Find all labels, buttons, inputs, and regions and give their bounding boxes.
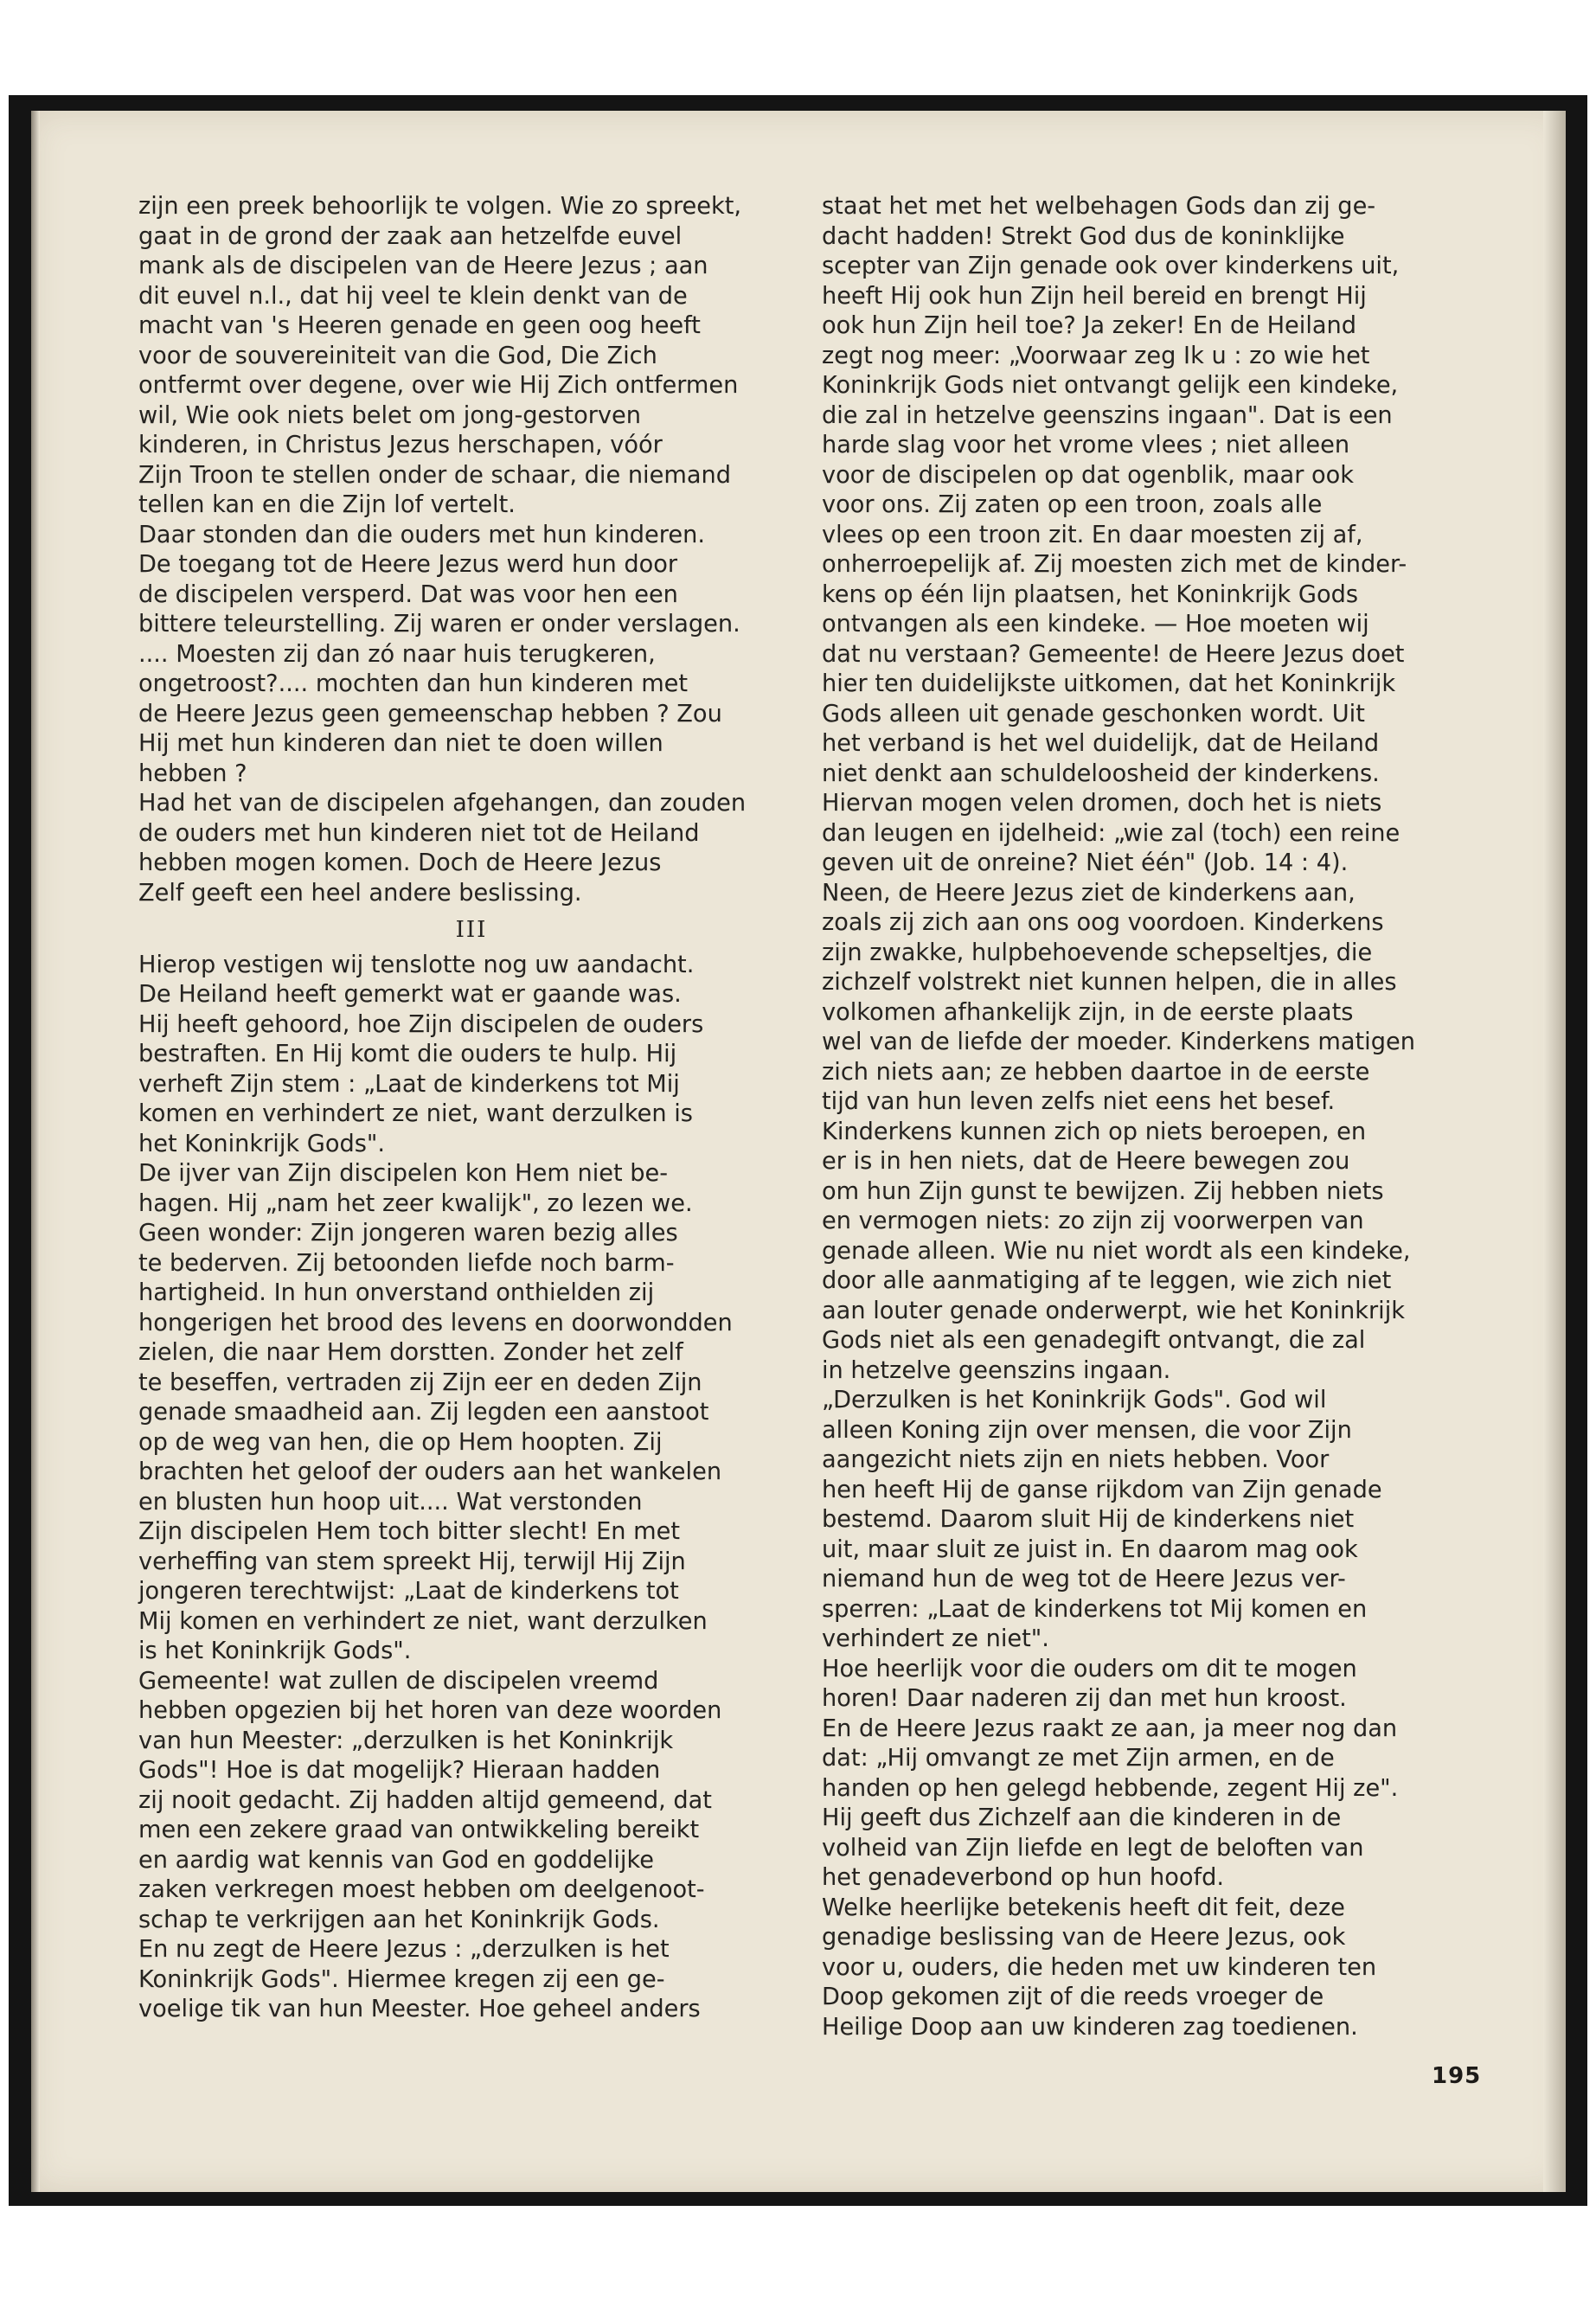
right-paragraph-3: „Derzulken is het Koninkrijk Gods". God wil alleen Koning zijn over mensen, die voor Zijn aangezicht niets zijn en niets hebben. Voor hen heeft Hij de ganse rijkdom van Zijn genade bestemd. Daarom sluit Hij de kinderkens niet uit, maar sluit ze juist in. En daarom mag ook niemand hun de weg tot de Heere Jezus ver- sperren: „Laat de kinderkens tot Mij komen en verhindert ze niet". [822,1387,1382,1652]
right-paragraph-4: Hoe heerlijk voor die ouders om dit te mogen horen! Daar naderen zij dan met hun kroost. En de Heere Jezus raakt ze aan, ja meer nog dan dat: „Hij omvangt ze met Zijn armen, en de handen op hen gelegd hebbende, zegent Hij ze". Hij geeft dus Zichzelf aan die kinderen in de volheid van Zijn liefde en legt de beloften van het genadeverbond op hun hoofd. [822,1655,1399,1891]
scan-margin [0,0,1596,95]
left-paragraph-3: Had het van de discipelen afgehangen, dan zouden de ouders met hun kinderen niet tot de Heiland hebben mogen komen. Doch de Heere Jezus Zelf geeft een heel andere beslissing. [138,790,747,907]
left-paragraph-4: Hierop vestigen wij tenslotte nog uw aandacht. De Heiland heeft gemerkt wat er gaande was. Hij heeft gehoord, hoe Zijn discipelen de ouders bestraften. En Hij komt die ouders te hulp. Hij verheft Zijn stem : „Laat de kinderkens tot Mij komen en verhindert ze niet, want derzulken is het Koninkrijk Gods". [138,951,704,1157]
right-paragraph-5: Welke heerlijke betekenis heeft dit feit, deze genadige beslissing van de Heere Jezus, ook voor u, ouders, die heden met uw kinderen ten Doop gekomen zijt of die reeds vroeger de Heilige Doop aan uw kinderen zag toedienen. [822,1894,1377,2041]
right-paragraph-2: Hiervan mogen velen dromen, doch het is niets dan leugen en ijdelheid: „wie zal (toch) een reine geven uit de onreine? Niet één" (Job. 14 : 4). Neen, de Heere Jezus ziet de kinderkens aan, zoals zij zich aan ons oog voordoen. Kinderkens zijn zwakke, hulpbehoevende schepseltjes, die zichzelf volstrekt niet kunnen helpen, die in alles volkomen afhankelijk zijn, in de eerste plaats wel van de liefde der moeder. Kinderkens matigen zich niets aan; ze hebben daartoe in de eerste tijd van hun leven zelfs niet eens het besef. Kinderkens kunnen zich op niets beroepen, en er is in hen niets, dat de Heere bewegen zou om hun Zijn gunst te bewijzen. Zij hebben niets en vermogen niets: zo zijn zij voorwerpen van genade alleen. Wie nu niet wordt als een kindeke, door alle aanmatiging af te leggen, wie zich niet aan louter genade onderwerpt, wie het Koninkrijk Gods niet als een genadegift ontvangt, die zal in hetzelve geenszins ingaan. [822,790,1415,1384]
left-paragraph-6: Gemeente! wat zullen de discipelen vreemd hebben opgezien bij het horen van deze woorden van hun Meester: „derzulken is het Koninkrijk Gods"! Hoe is dat mogelijk? Hieraan hadden zij nooit gedacht. Zij hadden altijd gemeend, dat men een zekere graad van ontwikkeling bereikt en aardig wat kennis van God en goddelijke zaken verkregen moest hebben om deelgenoot- schap te verkrijgen aan het Koninkrijk Gods. En nu zegt de Heere Jezus : „derzulken is het Koninkrijk Gods". Hiermee kregen zij een ge- voelige tik van hun Meester. Hoe geheel anders [138,1667,722,2022]
page-number: 195 [1432,2063,1482,2089]
right-column [822,192,1488,2042]
left-column [138,192,804,2025]
left-paragraph-2: Daar stonden dan die ouders met hun kinderen. De toegang tot de Heere Jezus werd hun door de discipelen versperd. Dat was voor hen een bittere teleurstelling. Zij waren er onder verslagen. .... Moesten zij dan zó naar huis terugkeren, ongetroost?.... mochten dan hun kinderen met de Heere Jezus geen gemeenschap hebben ? Zou Hij met hun kinderen dan niet te doen willen hebben ? [138,521,740,787]
right-paragraph-1: staat het met het welbehagen Gods dan zij ge- dacht hadden! Strekt God dus de koninklijke scepter van Zijn genade ook over kinderkens uit, heeft Hij ook hun Zijn heil bereid en brengt Hij ook hun Zijn heil toe? Ja zeker! En de Heiland zegt nog meer: „Voorwaar zeg Ik u : zo wie het Koninkrijk Gods niet ontvangt gelijk een kindeke, die zal in hetzelve geenszins ingaan". Dat is een harde slag voor het vrome vlees ; niet alleen voor de discipelen op dat ogenblik, maar ook voor ons. Zij zaten op een troon, zoals alle vlees op een troon zit. En daar moesten zij af, onherroepelijk af. Zij moesten zich met de kinder- kens op één lijn plaatsen, het Koninkrijk Gods ontvangen als een kindeke. — Hoe moeten wij dat nu verstaan? Gemeente! de Heere Jezus doet hier ten duidelijkste uitkomen, dat het Koninkrijk Gods alleen uit genade geschonken wordt. Uit het verband is het wel duidelijk, dat de Heiland niet denkt aan schuldeloosheid der kinderkens. [822,193,1407,787]
section-heading: III [455,917,488,943]
left-paragraph-1: zijn een preek behoorlijk te volgen. Wie zo spreekt, gaat in de grond der zaak aan hetzelfde euvel mank als de discipelen van de Heere Jezus ; aan dit euvel n.l., dat hij veel te klein denkt van de macht van 's Heeren genade en geen oog heeft voor de souvereiniteit van die God, Die Zich ontfermt over degene, over wie Hij Zich ontfermen wil, Wie ook niets belet om jong-gestorven kinderen, in Christus Jezus herschapen, vóór Zijn Troon te stellen onder de schaar, die niemand tellen kan en die Zijn lof vertelt. [138,193,742,518]
left-paragraph-5: De ijver van Zijn discipelen kon Hem niet be- hagen. Hij „nam het zeer kwalijk", zo lezen we. Geen wonder: Zijn jongeren waren bezig alles te bederven. Zij betoonden liefde noch barm- hartigheid. In hun onverstand onthielden zij hongerigen het brood des levens en doorwondden zielen, die naar Hem dorstten. Zonder het zelf te beseffen, vertraden zij Zijn eer en deden Zijn genade smaadheid aan. Zij legden een aanstoot op de weg van hen, die op Hem hoopten. Zij brachten het geloof der ouders aan het wankelen en blusten hun hoop uit.... Wat verstonden Zijn discipelen Hem toch bitter slecht! En met verheffing van stem spreekt Hij, terwijl Hij Zijn jongeren terechtwijst: „Laat de kinderkens tot Mij komen en verhindert ze niet, want derzulken is het Koninkrijk Gods". [138,1160,733,1664]
